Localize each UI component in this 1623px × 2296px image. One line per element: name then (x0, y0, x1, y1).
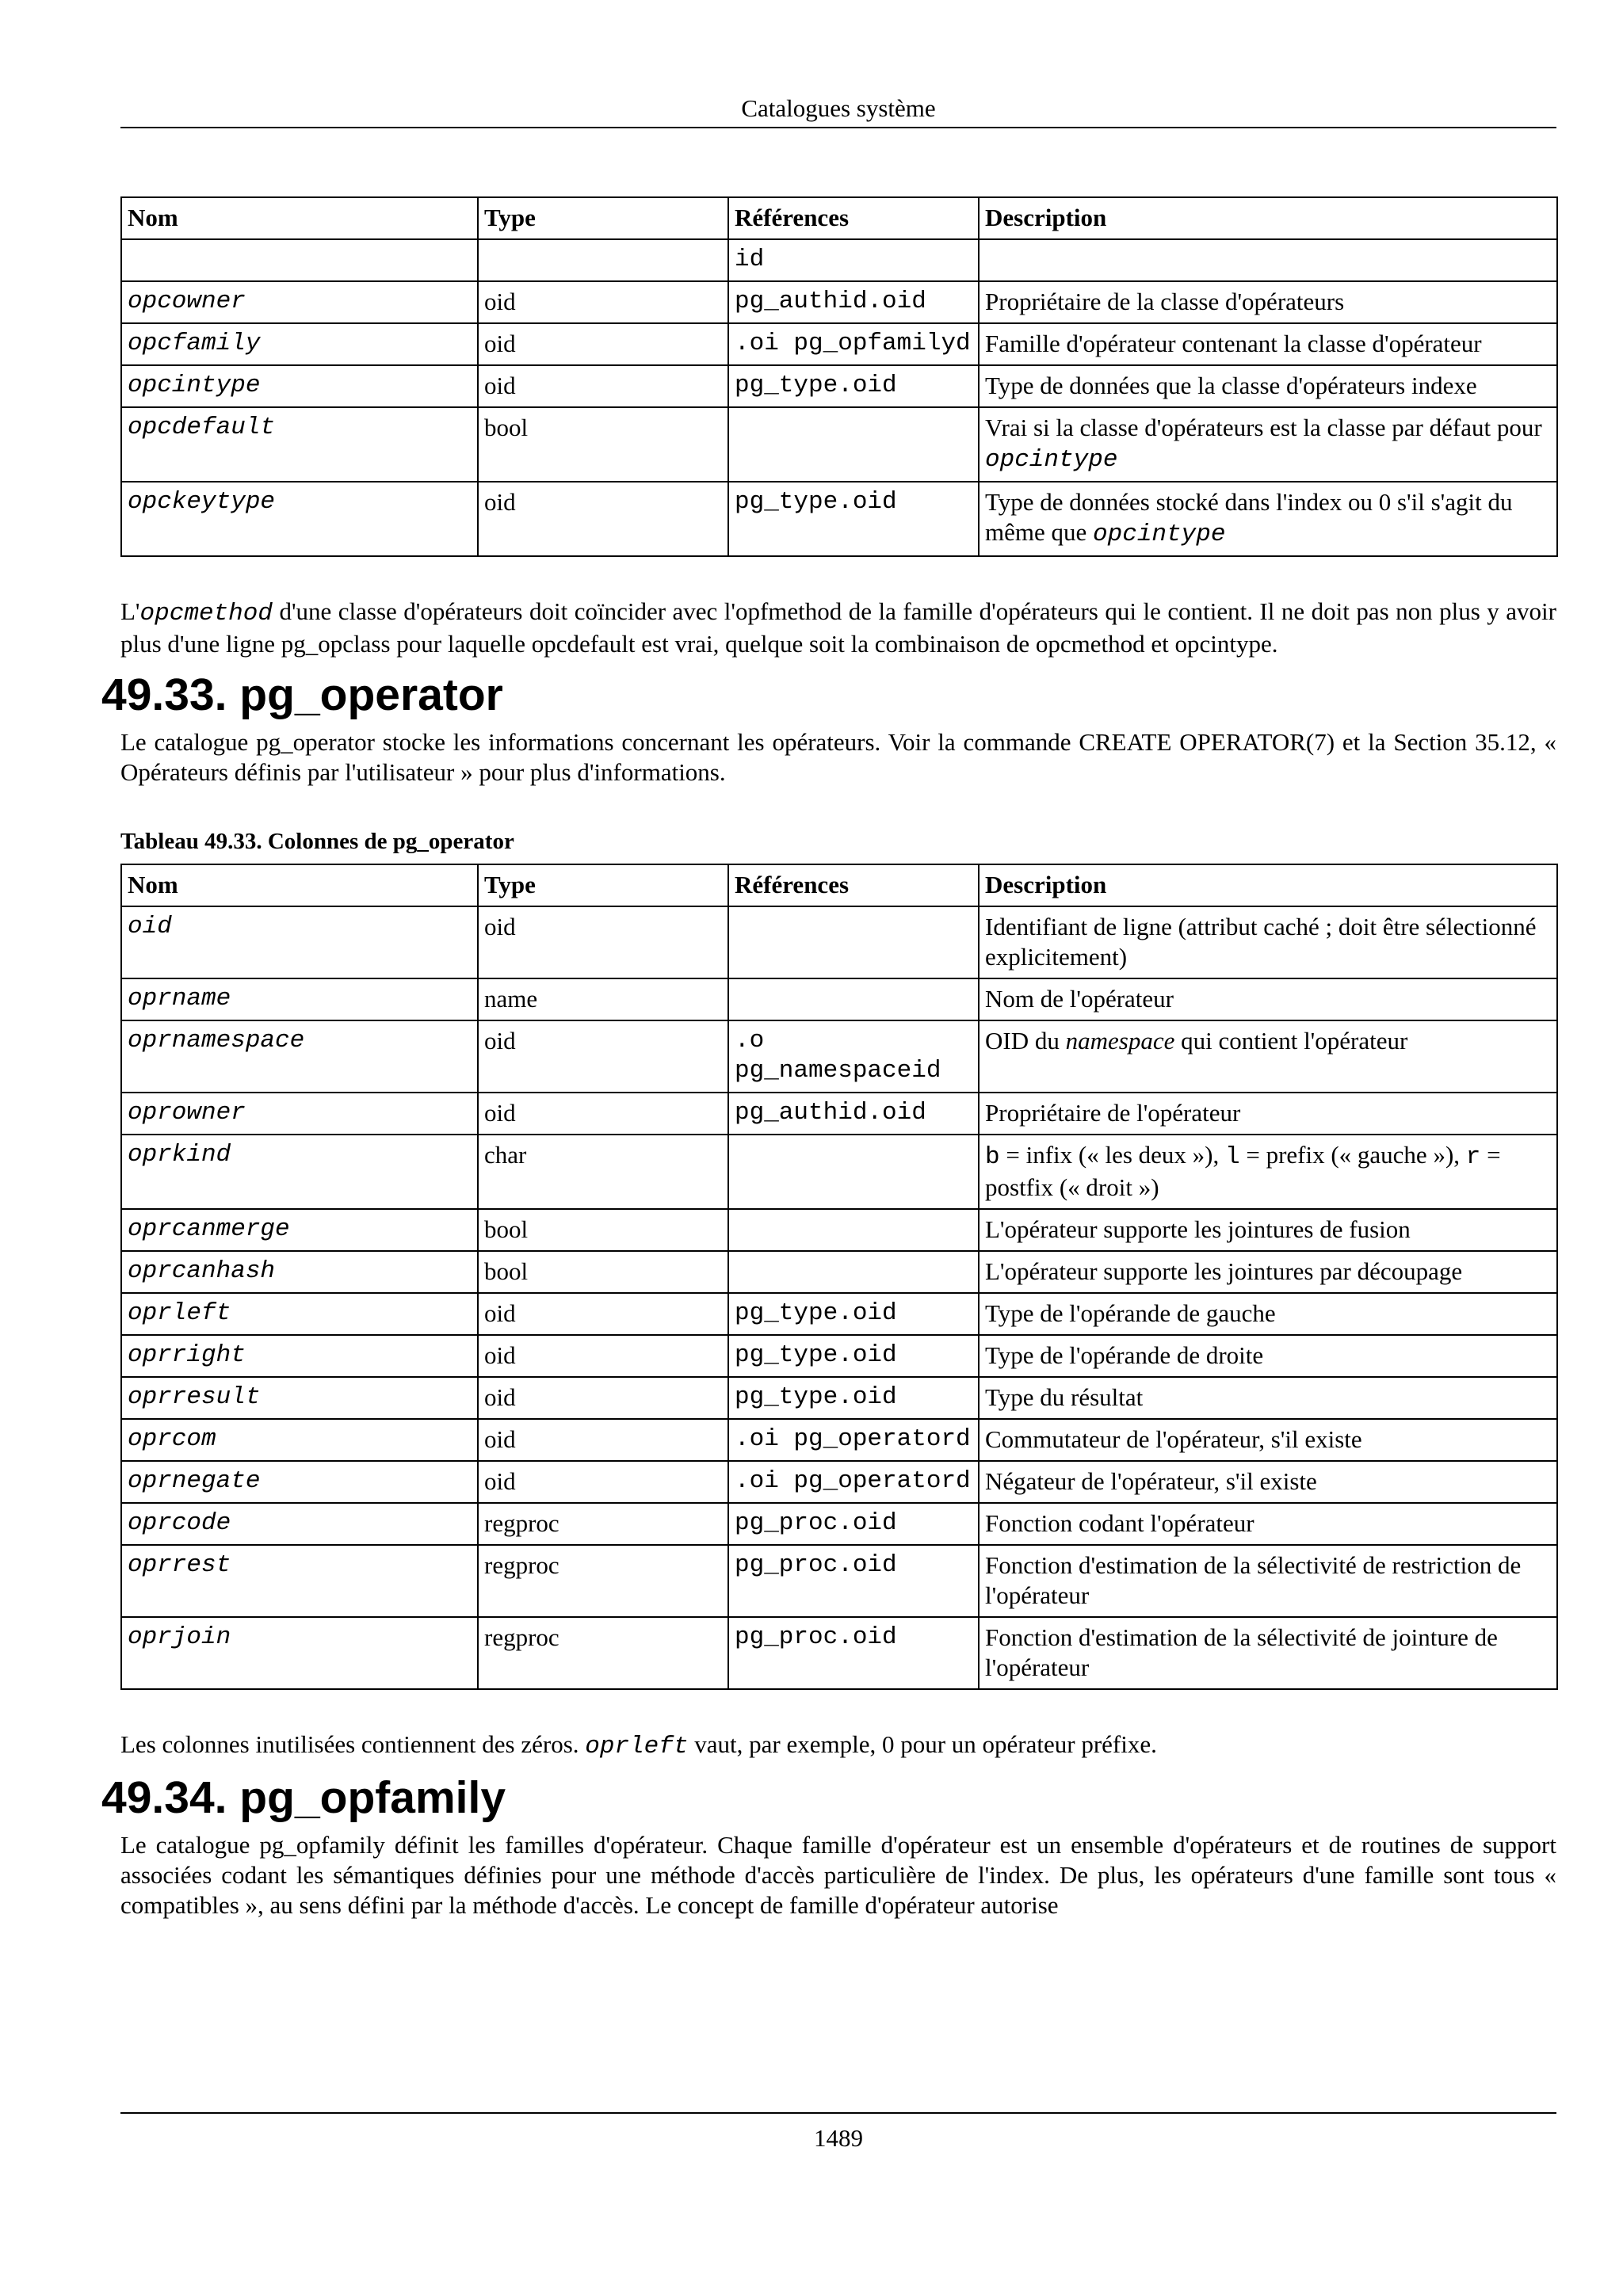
table-row (121, 239, 1557, 281)
desc-pre: OID du (985, 1027, 1066, 1055)
cell-ref: pg_proc.oid (728, 1503, 979, 1545)
cell-name: oprname (121, 978, 478, 1020)
para-prefix: Les colonnes inutilisées contiennent des zéros. (120, 1730, 586, 1758)
table-row (121, 1251, 1557, 1293)
cell-type: bool (478, 1251, 728, 1293)
cell-name: oprright (121, 1335, 478, 1377)
kind-r-text: = postfix (« droit ») (985, 1141, 1501, 1201)
cell-name: oprnegate (121, 1461, 478, 1503)
paragraph-unused-columns (120, 1730, 1556, 1762)
cell-ref: pg_type.oid (728, 1377, 979, 1419)
cell-ref (728, 407, 979, 482)
table-header-row (121, 864, 1557, 906)
kind-l-code: l (1224, 1143, 1240, 1171)
cell-desc: Famille d'opérateur contenant la classe d'opérateur (979, 323, 1557, 365)
cell-ref: .oi pg_opfamilyd (728, 323, 979, 365)
cell-desc (979, 1020, 1557, 1093)
cell-ref (728, 1209, 979, 1251)
cell-desc: Type du résultat (979, 1377, 1557, 1419)
paragraph-pg-operator-intro: Le catalogue pg_operator stocke les informations concernant les opérateurs. Voir la commande CREATE OPERATOR(7) et la Section 35.12, « Opérateurs définis par l'utilisateur » pour plus d'informations. (120, 728, 1556, 786)
table-row (121, 1093, 1557, 1135)
column-header-nom: Nom (121, 864, 478, 906)
para-code: oprleft (585, 1733, 689, 1760)
cell-name: oprkind (121, 1135, 478, 1209)
cell-ref (728, 1135, 979, 1209)
cell-name: oprcom (121, 1419, 478, 1461)
table-row (121, 365, 1557, 407)
para-text: d'une classe d'opérateurs doit coïncider avec l'opfmethod de la famille d'opérateurs qui le contient. Il ne doit pas non plus y avoir plus d'une ligne pg_opclass pour laquelle opcdefault est vrai, quelque soit la combinaison de opcmethod et opcintype. (120, 597, 1556, 658)
cell-type: regproc (478, 1503, 728, 1545)
table-row (121, 1377, 1557, 1419)
cell-desc (979, 1135, 1557, 1209)
kind-l-text: = prefix (« gauche »), (1239, 1141, 1466, 1169)
para-text: vaut, par exemple, 0 pour un opérateur préfixe. (688, 1730, 1157, 1758)
cell-name: opcdefault (121, 407, 478, 482)
cell-ref: pg_proc.oid (728, 1617, 979, 1689)
desc-code: opcintype (985, 446, 1118, 474)
cell-ref: pg_authid.oid (728, 1093, 979, 1135)
cell-type: oid (478, 1335, 728, 1377)
kind-b-text: = infix (« les deux »), (999, 1141, 1225, 1169)
cell-desc: Identifiant de ligne (attribut caché ; doit être sélectionné explicitement) (979, 906, 1557, 978)
desc-text: qui contient l'opérateur (1174, 1027, 1408, 1055)
cell-type: oid (478, 482, 728, 556)
table-row (121, 906, 1557, 978)
cell-desc: Type de données que la classe d'opérateurs indexe (979, 365, 1557, 407)
table-pg-operator (120, 864, 1558, 1690)
cell-name: opcowner (121, 281, 478, 323)
cell-type: bool (478, 1209, 728, 1251)
table-row (121, 1461, 1557, 1503)
cell-name: oprcanmerge (121, 1209, 478, 1251)
cell-ref (728, 906, 979, 978)
cell-type: oid (478, 906, 728, 978)
cell-desc: L'opérateur supporte les jointures par découpage (979, 1251, 1557, 1293)
cell-name: oprnamespace (121, 1020, 478, 1093)
column-header-references: Références (728, 197, 979, 239)
cell-name: oprrest (121, 1545, 478, 1617)
cell-desc: Propriétaire de la classe d'opérateurs (979, 281, 1557, 323)
cell-desc: Fonction d'estimation de la sélectivité de jointure de l'opérateur (979, 1617, 1557, 1689)
table-row (121, 1293, 1557, 1335)
cell-desc: Négateur de l'opérateur, s'il existe (979, 1461, 1557, 1503)
cell-type: oid (478, 323, 728, 365)
section-heading-pg-opfamily: 49.34. pg_opfamily (101, 1772, 506, 1823)
cell-ref: id (728, 239, 979, 281)
cell-type: oid (478, 1377, 728, 1419)
table-row (121, 1020, 1557, 1093)
cell-desc: Fonction codant l'opérateur (979, 1503, 1557, 1545)
cell-name: opckeytype (121, 482, 478, 556)
cell-ref (728, 978, 979, 1020)
cell-type: oid (478, 1293, 728, 1335)
desc-text: Type de données stocké dans l'index ou 0 s'il s'agit du même que (985, 488, 1513, 546)
cell-desc: Type de l'opérande de gauche (979, 1293, 1557, 1335)
table-row (121, 407, 1557, 482)
running-header: Catalogues système (741, 94, 936, 122)
table-row (121, 1503, 1557, 1545)
cell-ref: .oi pg_operatord (728, 1419, 979, 1461)
cell-ref: pg_type.oid (728, 1335, 979, 1377)
column-header-references: Références (728, 864, 979, 906)
cell-type: oid (478, 1020, 728, 1093)
cell-name: oprcanhash (121, 1251, 478, 1293)
column-header-description: Description (979, 197, 1557, 239)
kind-b-code: b (985, 1143, 1000, 1171)
cell-name: oprcode (121, 1503, 478, 1545)
cell-ref (728, 1251, 979, 1293)
footer-rule (120, 2112, 1556, 2114)
table-header-row (121, 197, 1557, 239)
column-header-type: Type (478, 197, 728, 239)
table-row (121, 1545, 1557, 1617)
cell-ref: pg_proc.oid (728, 1545, 979, 1617)
paragraph-opcmethod (120, 597, 1556, 659)
paragraph-pg-opfamily-intro: Le catalogue pg_opfamily définit les familles d'opérateur. Chaque famille d'opérateur est un ensemble d'opérateurs et de routines de support associées codant les sémantiques définies pour une méthode d'accès particulière de l'index. De plus, les opérateurs d'une famille sont tous « compatibles », au sens défini par la méthode d'accès. Le concept de famille d'opérateur autorise (120, 1831, 1556, 1919)
para-code: opcmethod (139, 600, 273, 627)
section-heading-pg-operator: 49.33. pg_operator (101, 669, 503, 720)
cell-type: regproc (478, 1545, 728, 1617)
cell-name (121, 239, 478, 281)
desc-em: namespace (1065, 1027, 1175, 1055)
table-row (121, 1135, 1557, 1209)
cell-desc (979, 239, 1557, 281)
document-page (101, 0, 1556, 2296)
table-row (121, 1209, 1557, 1251)
cell-ref: pg_type.oid (728, 1293, 979, 1335)
table-row (121, 1335, 1557, 1377)
cell-name: oprleft (121, 1293, 478, 1335)
cell-name: opcintype (121, 365, 478, 407)
cell-type: bool (478, 407, 728, 482)
cell-ref: pg_type.oid (728, 365, 979, 407)
cell-type: oid (478, 1419, 728, 1461)
header-rule (120, 127, 1556, 128)
para-prefix: L' (120, 597, 140, 625)
cell-type: oid (478, 281, 728, 323)
page-content (101, 196, 1556, 1920)
cell-type: oid (478, 365, 728, 407)
table-pg-opclass-continued (120, 196, 1558, 557)
cell-name: opcfamily (121, 323, 478, 365)
desc-code: opcintype (1093, 521, 1226, 548)
cell-desc (979, 482, 1557, 556)
cell-type: name (478, 978, 728, 1020)
cell-name: oprowner (121, 1093, 478, 1135)
table-row (121, 978, 1557, 1020)
table-row (121, 281, 1557, 323)
cell-ref: pg_authid.oid (728, 281, 979, 323)
table-row (121, 482, 1557, 556)
kind-r-code: r (1465, 1143, 1481, 1171)
table-row (121, 323, 1557, 365)
cell-desc: Fonction d'estimation de la sélectivité de restriction de l'opérateur (979, 1545, 1557, 1617)
cell-desc: Propriétaire de l'opérateur (979, 1093, 1557, 1135)
desc-text: Vrai si la classe d'opérateurs est la classe par défaut pour (985, 414, 1542, 441)
page-number: 1489 (814, 2124, 863, 2152)
cell-type: oid (478, 1461, 728, 1503)
cell-ref: .o pg_namespaceid (728, 1020, 979, 1093)
cell-name: oprresult (121, 1377, 478, 1419)
cell-desc (979, 407, 1557, 482)
cell-ref: pg_type.oid (728, 482, 979, 556)
cell-desc: Commutateur de l'opérateur, s'il existe (979, 1419, 1557, 1461)
cell-type: oid (478, 1093, 728, 1135)
cell-name: oid (121, 906, 478, 978)
column-header-nom: Nom (121, 197, 478, 239)
cell-desc: L'opérateur supporte les jointures de fusion (979, 1209, 1557, 1251)
column-header-type: Type (478, 864, 728, 906)
cell-type: regproc (478, 1617, 728, 1689)
cell-type: char (478, 1135, 728, 1209)
table-row (121, 1419, 1557, 1461)
cell-desc: Type de l'opérande de droite (979, 1335, 1557, 1377)
table-row (121, 1617, 1557, 1689)
cell-ref: .oi pg_operatord (728, 1461, 979, 1503)
cell-desc: Nom de l'opérateur (979, 978, 1557, 1020)
table-caption: Tableau 49.33. Colonnes de pg_operator (120, 829, 514, 854)
column-header-description: Description (979, 864, 1557, 906)
cell-type (478, 239, 728, 281)
cell-name: oprjoin (121, 1617, 478, 1689)
